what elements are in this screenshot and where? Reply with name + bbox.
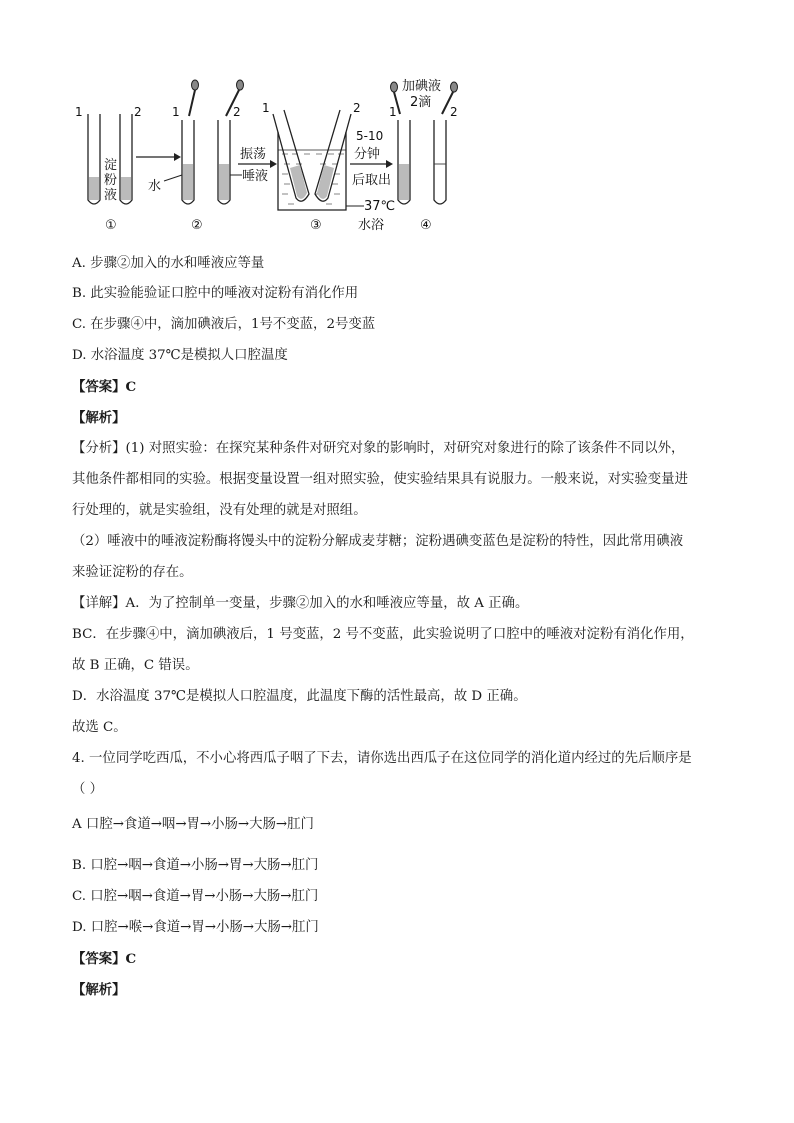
tube-label: 2 (233, 105, 241, 119)
starch-label: 液 (104, 188, 118, 203)
analysis-text: 行处理的，就是实验组，没有处理的就是对照组。 (72, 503, 367, 518)
option-d: D. 水浴温度 37℃是模拟人口腔温度 (72, 348, 288, 363)
analysis-text: （2）唾液中的唾液淀粉酶将馒头中的淀粉分解成麦芽糖；淀粉遇碘变蓝色是淀粉的特性，因此常用碘液 (72, 534, 684, 549)
starch-label: 淀 (104, 158, 118, 173)
step-number: ④ (420, 218, 432, 233)
time-label: 分钟 (354, 147, 381, 162)
tube-label: 1 (389, 105, 397, 119)
detail-text: 【详解】A．为了控制单一变量，步骤②加入的水和唾液应等量，故 A 正确。 (72, 596, 529, 611)
tube-label: 1 (262, 101, 270, 115)
option-b: B. 此实验能验证口腔中的唾液对淀粉有消化作用 (72, 286, 359, 301)
shake-label: 振荡 (240, 147, 267, 162)
tube-label: 1 (75, 105, 83, 119)
step-number: ② (191, 218, 203, 233)
tube-label: 2 (134, 105, 142, 119)
starch-label: 粉 (104, 173, 118, 188)
detail-text: BC．在步骤④中，滴加碘液后，1 号变蓝，2 号不变蓝，此实验说明了口腔中的唾液对淀粉有消化作用， (72, 627, 694, 642)
step-number: ① (105, 218, 117, 233)
saliva-label: 唾液 (242, 169, 269, 184)
q4-option-d: D. 口腔→喉→食道→胃→小肠→大肠→肛门 (72, 920, 319, 935)
tube-label: 2 (450, 105, 458, 119)
answer: 【答案】C (72, 379, 137, 395)
answer: 【答案】C (72, 951, 137, 967)
analysis-text: 其他条件都相同的实验。根据变量设置一组对照实验，使实验结果具有说服力。一般来说，对实验变量进 (72, 472, 688, 487)
analysis-text: 来验证淀粉的存在。 (72, 565, 193, 580)
detail-text: 故 B 正确，C 错误。 (72, 658, 199, 673)
time-label: 后取出 (352, 173, 392, 188)
iodine-label: 加碘液 (402, 79, 442, 94)
q4-option-b: B. 口腔→咽→食道→小肠→胃→大肠→肛门 (72, 858, 319, 873)
temp-label: 37℃ (364, 199, 396, 214)
experiment-figure (70, 72, 490, 237)
q4-option-c: C. 口腔→咽→食道→胃→小肠→大肠→肛门 (72, 889, 319, 904)
detail-text: D．水浴温度 37℃是模拟人口腔温度，此温度下酶的活性最高，故 D 正确。 (72, 689, 527, 704)
analysis-heading: 【解析】 (72, 410, 126, 426)
tube-label: 2 (353, 101, 361, 115)
step2-tubes (182, 80, 244, 204)
option-a: A. 步骤②加入的水和唾液应等量 (72, 256, 265, 271)
option-c: C. 在步骤④中，滴加碘液后，1号不变蓝，2号变蓝 (72, 317, 376, 332)
analysis-text: 【分析】(1) 对照实验：在探究某种条件对研究对象的影响时，对研究对象进行的除了该条件不同以外， (72, 441, 685, 456)
step-number: ③ (310, 218, 322, 233)
iodine-label: 2滴 (410, 95, 432, 110)
tube-label: 1 (172, 105, 180, 119)
bath-label: 水浴 (358, 218, 385, 233)
step3-beaker (273, 110, 351, 210)
question-4-paren: （ ） (72, 782, 104, 797)
q4-option-a: A 口腔→食道→咽→胃→小肠→大肠→肛门 (72, 817, 314, 832)
experiment-diagram (70, 72, 490, 237)
question-4: 4. 一位同学吃西瓜，不小心将西瓜子咽了下去，请你选出西瓜子在这位同学的消化道内经过的先后顺序是 (72, 751, 692, 766)
water-label: 水 (148, 179, 162, 194)
analysis-heading: 【解析】 (72, 982, 126, 998)
time-label: 5-10 (356, 129, 384, 143)
detail-text: 故选 C。 (72, 720, 127, 735)
